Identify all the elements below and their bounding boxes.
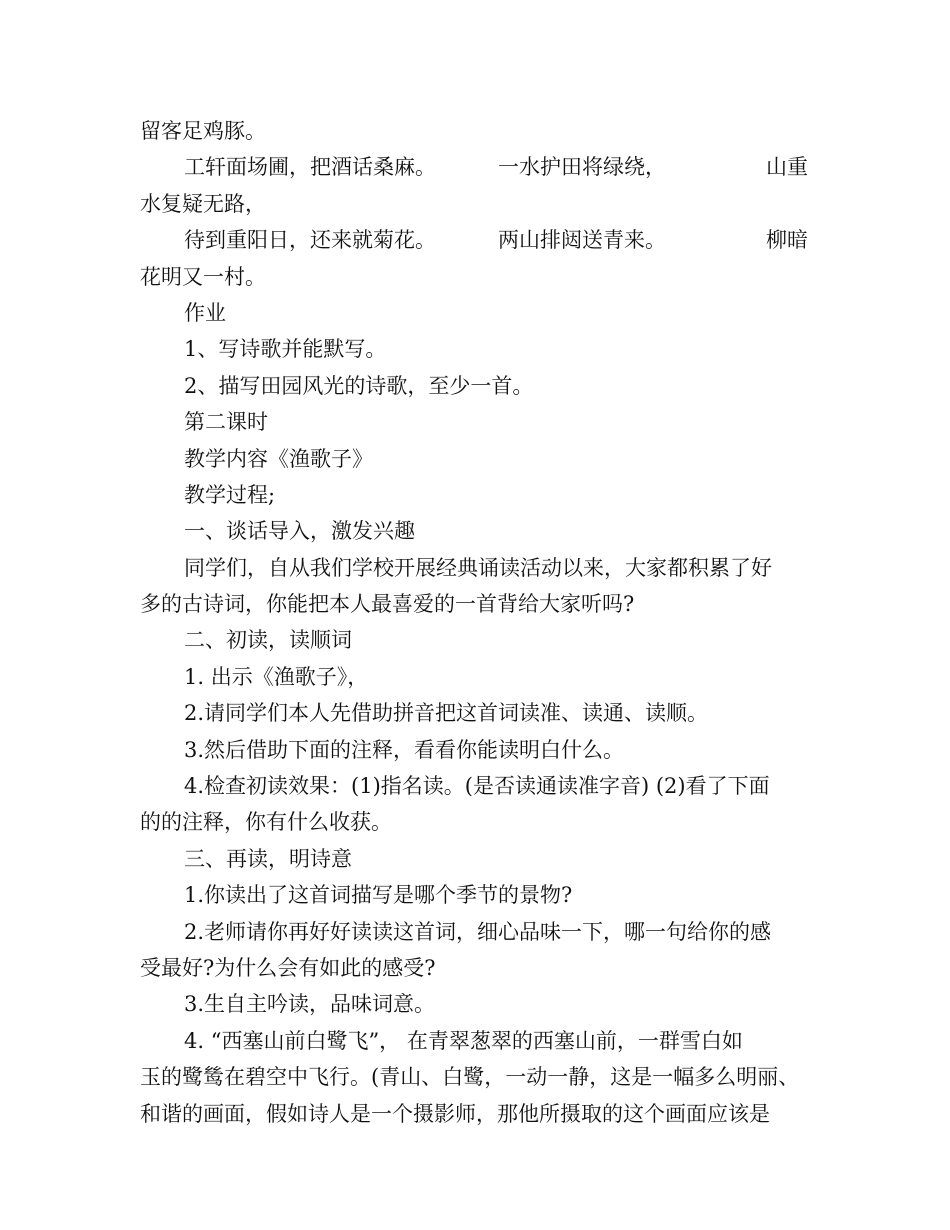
text-line: 4. “西塞山前白鹭飞”， 在青翠葱翠的西塞山前，一群雪白如 (184, 1028, 743, 1053)
text-line: 同学们，自从我们学校开展经典诵读活动以来，大家都积累了好 (184, 555, 772, 580)
poem-col-3: 山重 (766, 155, 808, 180)
text-line: 和谐的画面，假如诗人是一个摄影师，那他所摄取的这个画面应该是 (140, 1101, 770, 1126)
poem-col-2: 两山排闼送青来。 (498, 228, 666, 253)
section-heading: 三、再读，明诗意 (184, 846, 352, 871)
text-line: 玉的鹭鸶在碧空中飞行。(青山、白鹭，一动一静，这是一幅多么明丽、 (140, 1065, 800, 1090)
text-line: 4.检查初读效果：(1)指名读。(是否读通读准字音) (2)看了下面 (184, 774, 770, 799)
section-heading: 一、谈话导入，激发兴趣 (184, 519, 415, 544)
text-line: 花明又一村。 (140, 264, 266, 289)
body-text (140, 113, 812, 1132)
poem-row (140, 222, 812, 258)
text-line: 2.老师请你再好好读读这首词，细心品味一下，哪一句给你的感 (184, 919, 772, 944)
poem-col-3: 柳暗 (766, 228, 808, 253)
section-heading: 二、初读，读顺词 (184, 628, 352, 653)
text-line: 2.请同学们本人先借助拼音把这首词读准、读通、读顺。 (184, 701, 709, 726)
text-line: 水复疑无路， (140, 191, 266, 216)
text-line: 3.然后借助下面的注释，看看你能读明白什么。 (184, 737, 625, 762)
text-line: 2、描写田园风光的诗歌，至少一首。 (184, 373, 534, 398)
text-line: 教学内容《渔歌子》 (184, 446, 373, 471)
text-line: 受最好?为什么会有如此的感受? (140, 955, 436, 980)
poem-row (140, 149, 812, 185)
text-line: 1、写诗歌并能默写。 (184, 337, 387, 362)
poem-col-1: 工轩面场圃，把酒话桑麻。 (184, 155, 436, 180)
text-line: 多的古诗词，你能把本人最喜爱的一首背给大家听吗? (140, 592, 635, 617)
text-line: 的的注释，你有什么收获。 (140, 810, 392, 835)
text-line: 3.生自主吟读，品味词意。 (184, 992, 436, 1017)
text-line: 教学过程; (184, 482, 276, 507)
section-heading: 第二课时 (184, 410, 268, 435)
section-heading: 作业 (184, 300, 226, 325)
poem-col-2: 一水护田将绿绕， (498, 155, 666, 180)
text-line: 1.你读出了这首词描写是哪个季节的景物? (184, 883, 573, 908)
text-line: 1. 出示《渔歌子》， (184, 664, 369, 689)
poem-col-1: 待到重阳日，还来就菊花。 (184, 228, 436, 253)
text-line: 留客足鸡豚。 (140, 119, 266, 143)
